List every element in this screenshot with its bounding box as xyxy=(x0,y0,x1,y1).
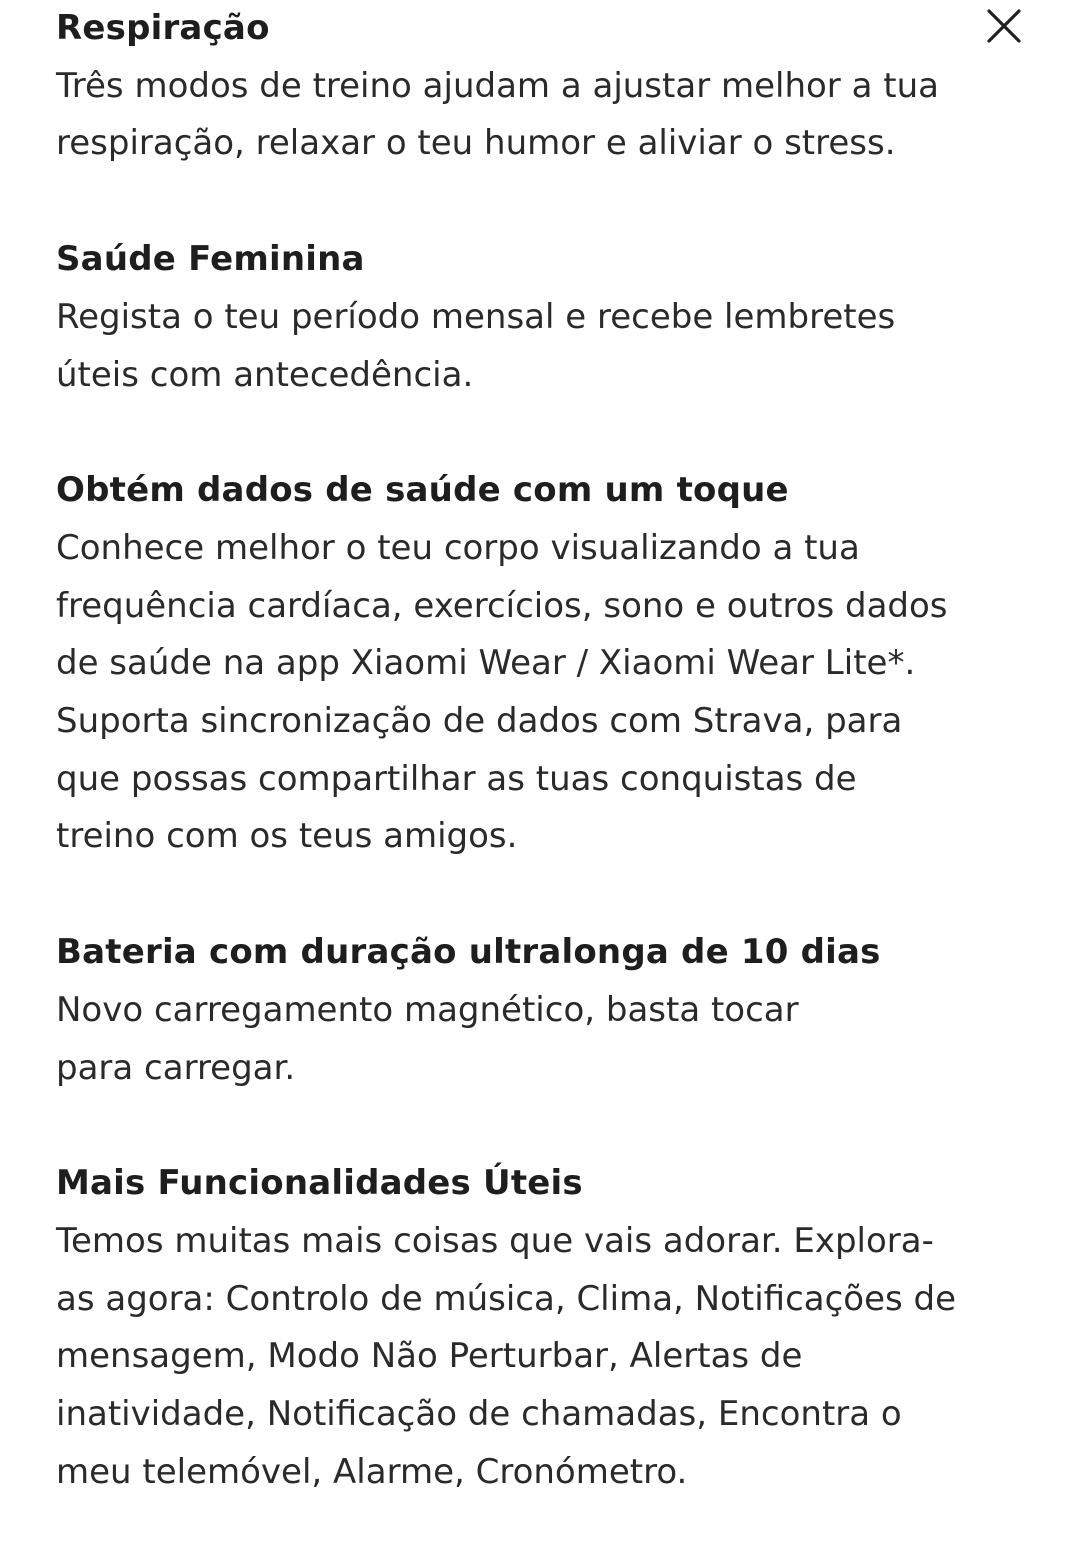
section-body: Temos muitas mais coisas que vais adorar. Explora- as agora: Controlo de música, Clima, Notificações de mensagem, Modo Não Perturbar, Alertas de inatividade, Notificação de chamadas, Encontra o meu telemóvel, Alarme, Cronómetro. xyxy=(56,1220,957,1492)
section-title: Bateria com duração ultralonga de 10 dias xyxy=(56,932,881,973)
section-title: Saúde Feminina xyxy=(56,239,365,280)
section-title: Mais Funcionalidades Úteis xyxy=(56,1163,583,1204)
feature-list xyxy=(56,0,1026,1559)
section-title: Obtém dados de saúde com um toque xyxy=(56,470,789,511)
section-health-data xyxy=(56,462,1026,866)
section-more-features xyxy=(56,1155,1026,1501)
section-female-health xyxy=(56,231,1026,404)
section-breathing xyxy=(56,0,1026,173)
section-body: Novo carregamento magnético, basta tocar para carregar. xyxy=(56,989,799,1088)
section-body: Três modos de treino ajudam a ajustar melhor a tua respiração, relaxar o teu humor e aliviar o stress. xyxy=(56,65,939,164)
section-body: Conhece melhor o teu corpo visualizando a tua frequência cardíaca, exercícios, sono e outros dados de saúde na app Xiaomi Wear / Xiaomi Wear Lite*. Suporta sincronização de dados com Strava, para que possas compartilhar as tuas conquistas de treino com os teus amigos. xyxy=(56,527,948,857)
section-title: Respiração xyxy=(56,8,270,48)
section-body: Regista o teu período mensal e recebe lembretes úteis com antecedência. xyxy=(56,296,896,395)
section-battery xyxy=(56,924,1026,1097)
